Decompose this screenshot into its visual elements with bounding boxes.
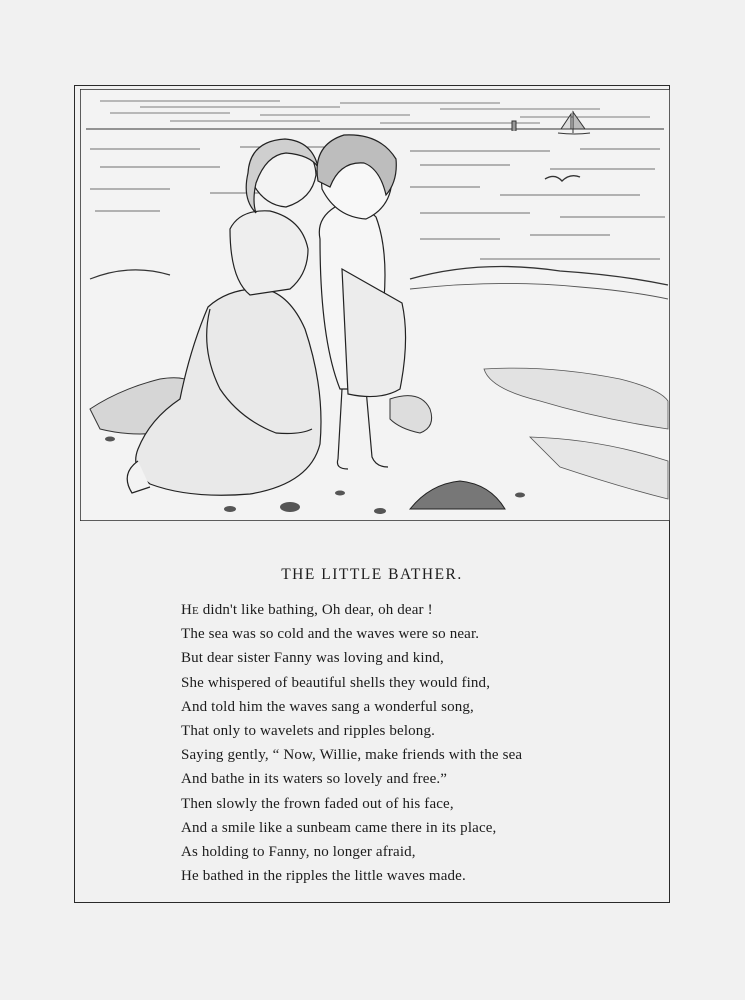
poem-first-word: He (181, 602, 199, 618)
poem-title: THE LITTLE BATHER. (281, 566, 463, 583)
poem-line: The sea was so cold and the waves were so near. (181, 626, 480, 643)
poem-first-line-rest: didn't like bathing, Oh dear, oh dear ! (198, 602, 433, 618)
poem-line: He bathed in the ripples the little waves made. (181, 868, 466, 885)
poem-line (181, 598, 621, 622)
poem-line: Saying gently, “ Now, Willie, make friends with the sea (181, 747, 523, 764)
beach-illustration (80, 89, 670, 521)
poem-body (181, 598, 621, 888)
poem-line: And told him the waves sang a wonderful song, (181, 698, 474, 715)
poem-line: But dear sister Fanny was loving and kind, (181, 650, 444, 667)
poem-line: And a smile like a sunbeam came there in its place, (181, 819, 497, 836)
poem-line: And bathe in its waters so lovely and free.” (181, 771, 448, 788)
poem-line: She whispered of beautiful shells they would find, (181, 674, 491, 691)
poem-line: As holding to Fanny, no longer afraid, (181, 844, 416, 861)
poem-line: Then slowly the frown faded out of his face, (181, 795, 454, 812)
poem-line: That only to wavelets and ripples belong. (181, 723, 436, 740)
